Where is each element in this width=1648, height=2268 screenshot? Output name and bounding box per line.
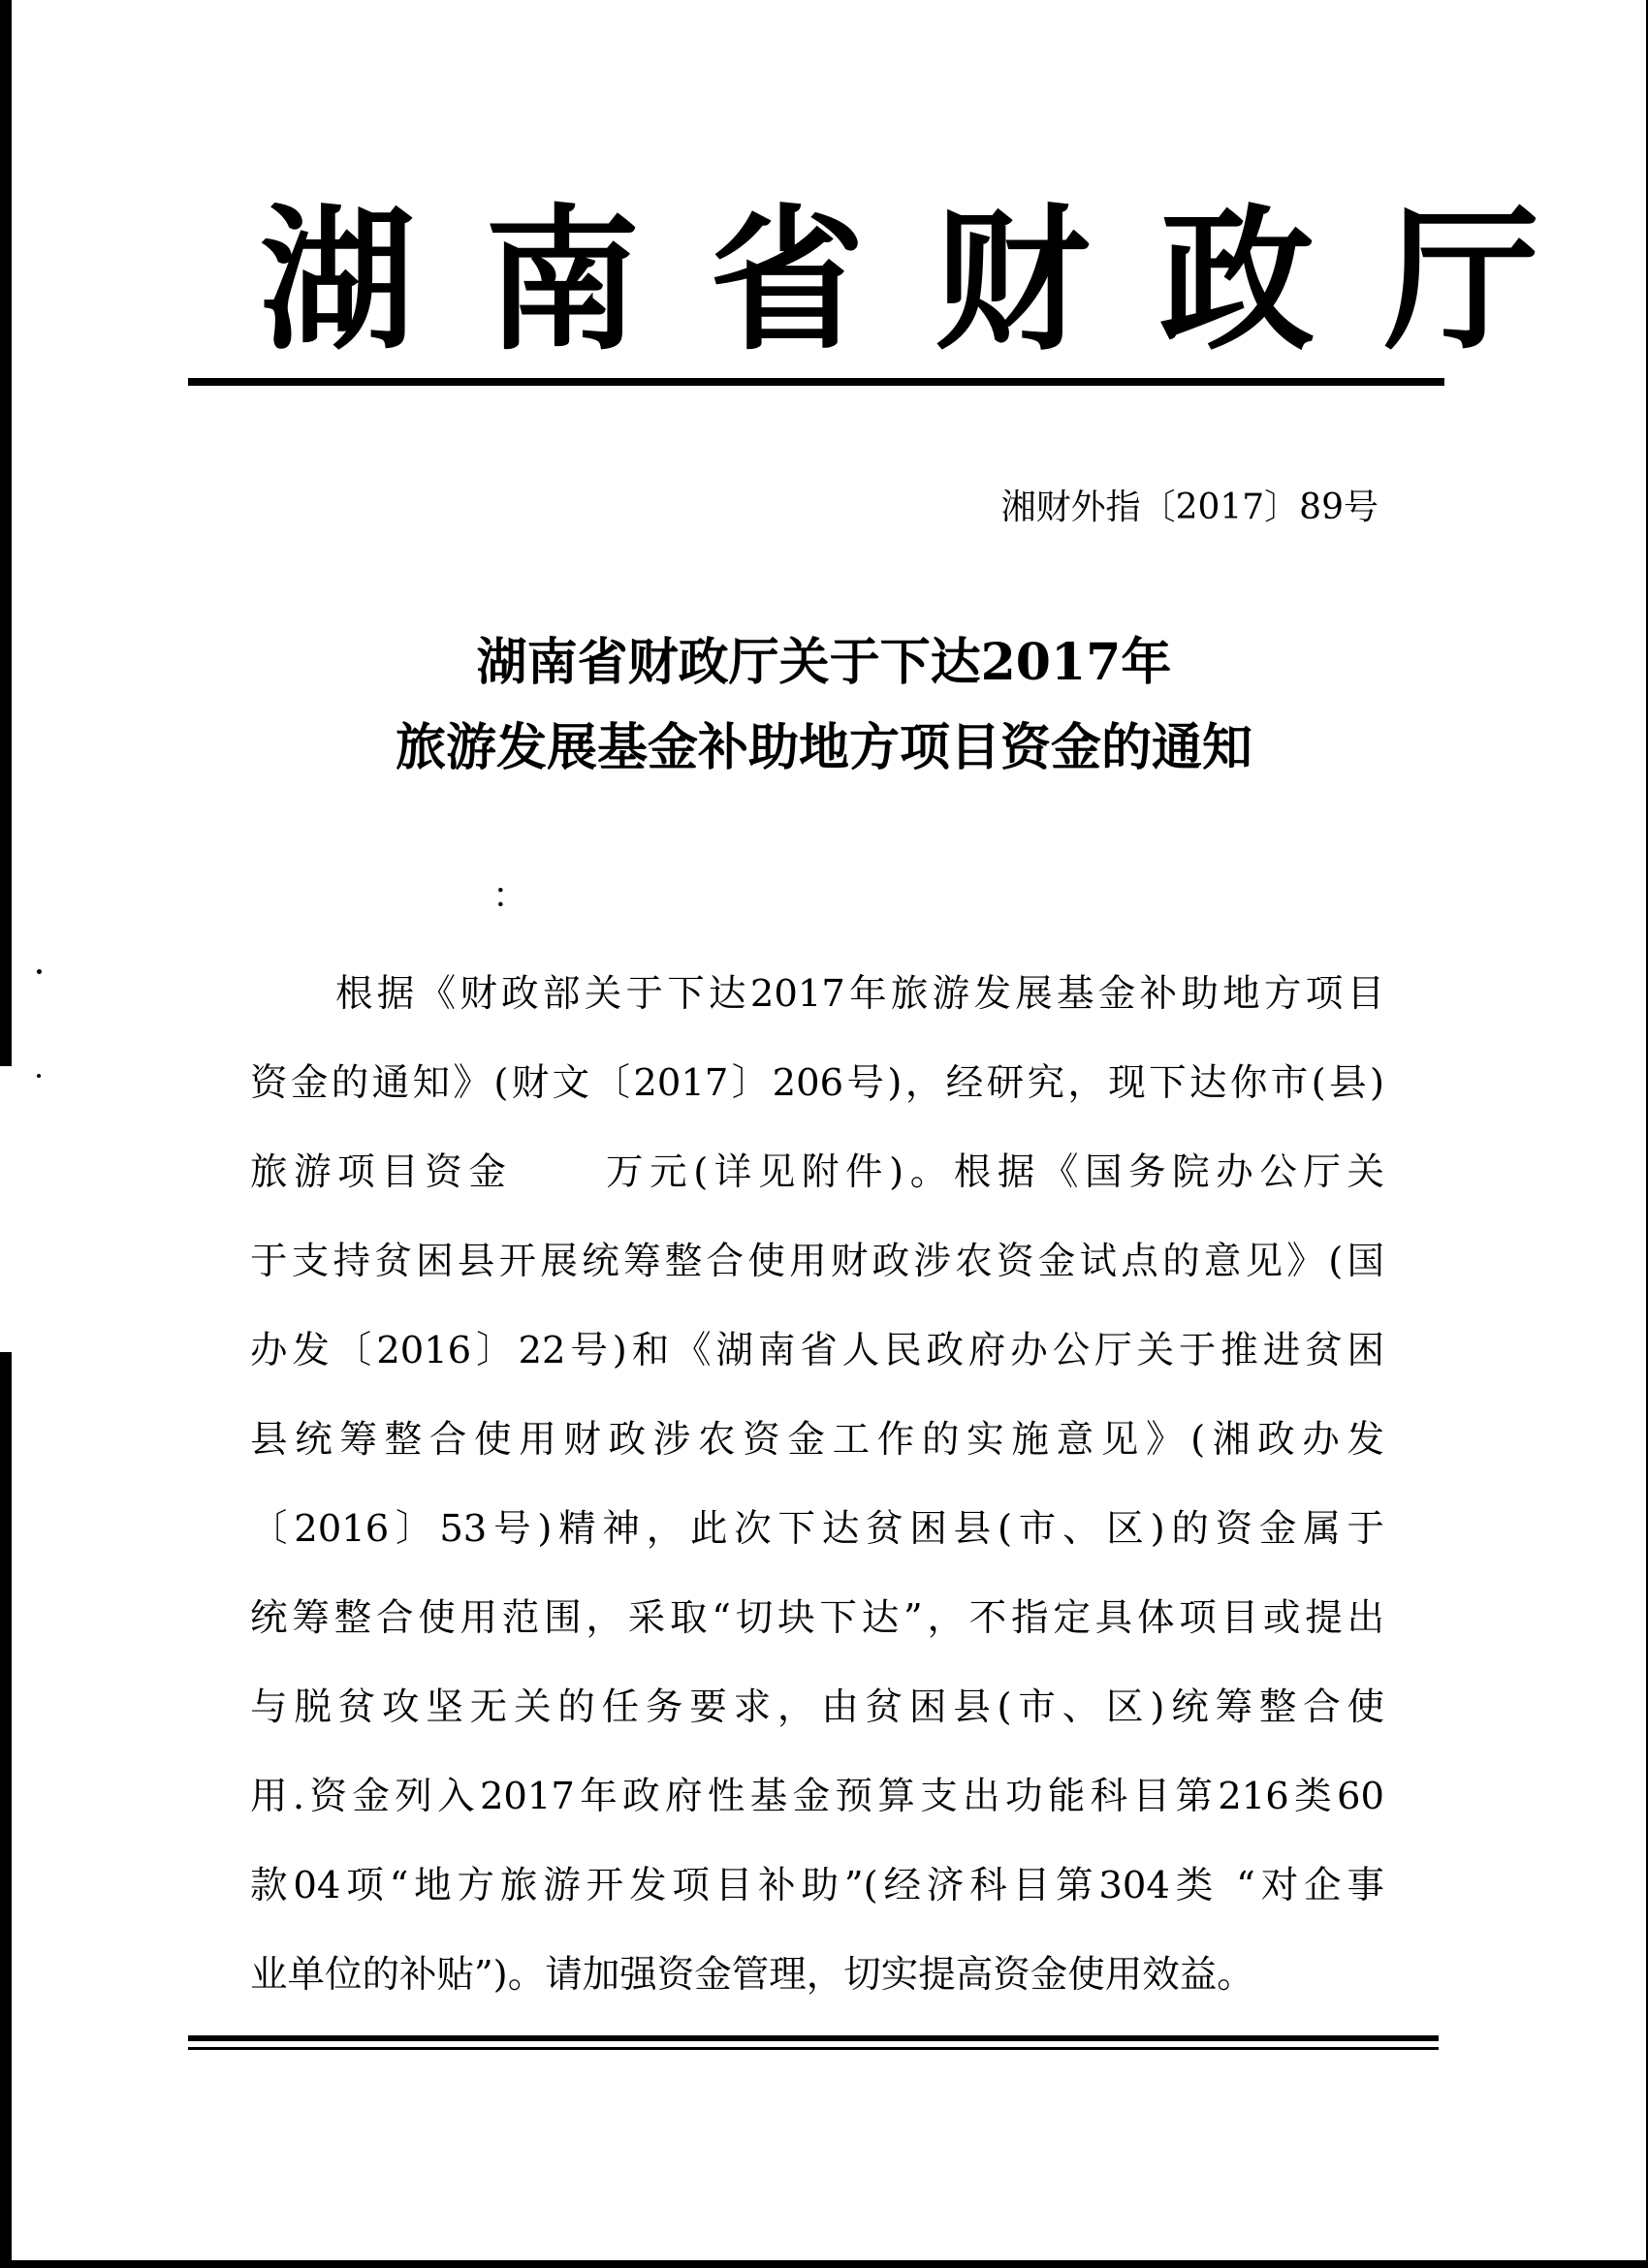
masthead [190, 190, 1610, 388]
document-number: 湘财外指〔2017〕89号 [1000, 488, 1379, 527]
body-line: 〔2016〕53号)精神，此次下达贫困县(市、区)的资金属于 [250, 1507, 1384, 1551]
salutation: ： [492, 876, 528, 916]
masthead-rule [188, 378, 1444, 386]
body-line [250, 1128, 1384, 1217]
body-line: 统筹整合使用范围，采取“切块下达”，不指定具体项目或提出 [250, 1596, 1384, 1640]
body-line: 县统筹整合使用财政涉农资金工作的实施意见》(湘政办发 [250, 1418, 1384, 1462]
body-line: 用.资金列入2017年政府性基金预算支出功能科目第216类60 [250, 1775, 1384, 1818]
scan-speck [37, 969, 42, 974]
body-line: 于支持贫困县开展统筹整合使用财政涉农资金试点的意见》(国 [250, 1240, 1384, 1283]
document-body [250, 950, 1384, 2020]
body-text-fragment: 旅游项目资金 [250, 1150, 513, 1194]
body-line: 根据《财政部关于下达2017年旅游发展基金补助地方项目 [335, 972, 1384, 1016]
body-line: 业单位的补贴”)。请加强资金管理，切实提高资金使用效益。 [250, 1953, 1254, 1997]
body-line: 与脱贫攻坚无关的任务要求，由贫困县(市、区)统筹整合使 [250, 1685, 1384, 1729]
body-line: 办发〔2016〕22号)和《湖南省人民政府办公厅关于推进贫困 [250, 1329, 1384, 1372]
scan-speck [37, 1074, 41, 1078]
document-title-line-2: 旅游发展基金补助地方项目资金的通知 [395, 718, 1252, 777]
scan-edge [0, 0, 12, 1066]
scan-edge [0, 2260, 1648, 2268]
masthead-title: 湖南省财政厅 [260, 190, 1610, 371]
document-title [194, 620, 1454, 791]
footer-rule [188, 2035, 1439, 2041]
scan-edge [0, 1352, 12, 2268]
footer-rule [188, 2047, 1439, 2050]
body-line: 资金的通知》(财文〔2017〕206号)，经研究，现下达你市(县) [250, 1061, 1384, 1105]
body-line: 款04项“地方旅游开发项目补助”(经济科目第304类 “对企事 [250, 1864, 1384, 1907]
body-text-fragment: 万元(详见附件)。根据《国务院办公厅关 [599, 1150, 1384, 1194]
document-title-line-1: 湖南省财政厅关于下达2017年 [476, 633, 1172, 692]
